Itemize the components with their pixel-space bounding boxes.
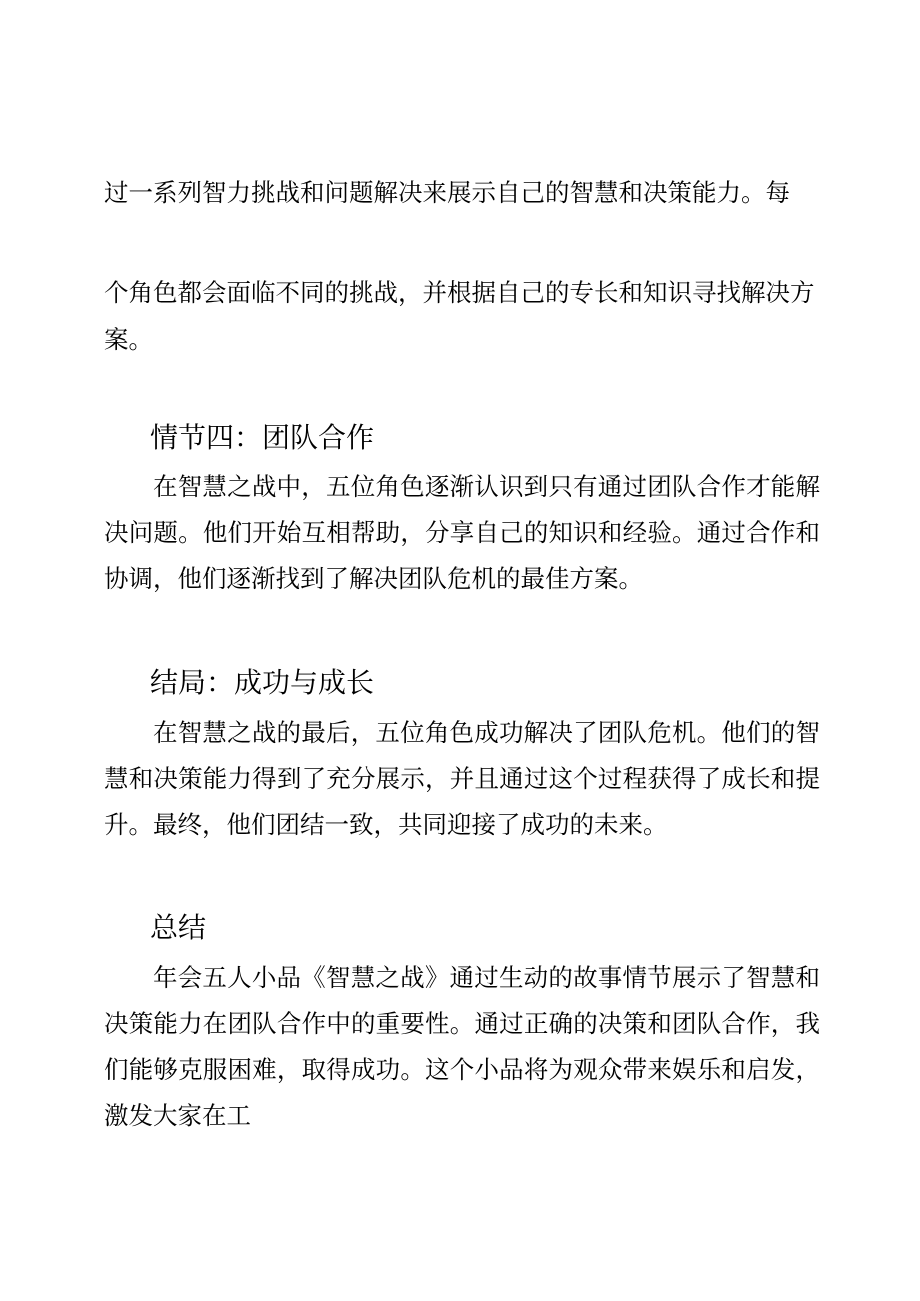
- intro-line-3: 案。: [104, 325, 153, 354]
- section-heading-team-cooperation: 情节四：团队合作: [150, 421, 375, 454]
- section-heading-summary: 总结: [150, 911, 207, 944]
- intro-line-1: 过一系列智力挑战和问题解决来展示自己的智慧和决策能力。每: [104, 178, 790, 207]
- section-body-team-cooperation: 在智慧之战中，五位角色逐渐认识到只有通过团队合作才能解决问题。他们开始互相帮助，分享自己的知识和经验。通过合作和协调，他们逐渐找到了解决团队危机的最佳方案。: [104, 472, 820, 593]
- section-body-ending: 在智慧之战的最后，五位角色成功解决了团队危机。他们的智慧和决策能力得到了充分展示，并且通过这个过程获得了成长和提升。最终，他们团结一致，共同迎接了成功的未来。: [104, 718, 820, 839]
- section-heading-ending: 结局：成功与成长: [150, 666, 375, 699]
- section-body-summary: 年会五人小品《智慧之战》通过生动的故事情节展示了智慧和决策能力在团队合作中的重要性。通过正确的决策和团队合作，我们能够克服困难，取得成功。这个小品将为观众带来娱乐和启发，激发大家在工: [104, 963, 820, 1130]
- intro-line-2: 个角色都会面临不同的挑战，并根据自己的专长和知识寻找解决方: [104, 278, 815, 307]
